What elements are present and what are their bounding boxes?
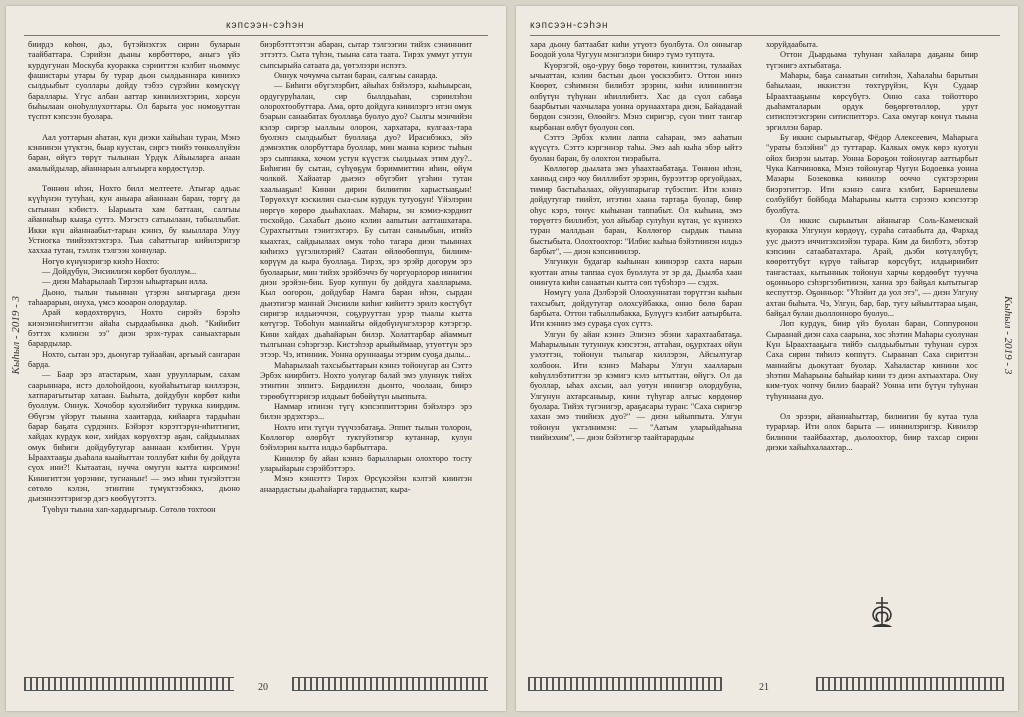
paragraph: Улгункун будагар кыһынан киинэрэр сахта нарын куоттан атны таппаа сүох буоллута эт эр да, Дьылба хаан ониҥута киһи санаатын кытта сөп түбэһэрэ — сэдэх.	[530, 257, 742, 287]
paragraph: Наммар итинэн түгү кэпсэппиттэрин бэйэлэрэ эрэ билэн эрдэхтэрэ...	[260, 402, 472, 422]
paragraph: Нохто, сытан эрэ, дьонугар туйаайан, аргыый сангаран барда.	[28, 349, 240, 369]
side-label: Кыhыл - 2019 - 3	[1002, 296, 1014, 375]
paragraph: Көллөгөр дьылата эмэ уһаахтаабатаҕа. Төннөн иһэн, ханныд сирэ чоу билллибэт эрэрин, бурээттэр оргуойдаах, тимир бастыһалаах, ойуунпарыгар түбэспит. Ити кэннэ дойдутугар тиийэт, итэтин хаана тартаҕа буолар, биир оһус кэрэ, тонус кыһынан таппабыт. Ол кыһына, эмэ төрүөттэ биллибэт, уол айыбар сулуһун күтан, үс күннэхэ туран маллдьан баран, Көллөгөр сырдык тыына быстыбыта. Олохтоохтор: "Илбис кыһыа бэйэтиинэн илдьэ барбыт", — диэн кэпсиниилэр.	[530, 164, 742, 256]
ornament-icon	[862, 593, 902, 633]
running-header: кэпсээн-сэhэн	[530, 20, 609, 31]
paragraph: Оннук чочумча сытан баран, салгыы санарда.	[274, 71, 438, 81]
paragraph: биэрбэтттэттэн абаран, сытар тэлгээгин тийэх сэнинниит эттэттэ. Сыта түһэн, тыына сата таата. Тирэх уммут уттун сыпсырыйа сатаата да, үөтэлээри испэтэ.	[260, 40, 472, 70]
paragraph: Улгун бу айан кэннэ Элиэнэ эбэни харахтаабатаҕа. Маһарылыын тутуннук кэпсэтэн, аттаһан, оҕурхтаах ойун уэлэттэн, тойонун тылыгар киллэрэн, Айсылтугар холбоон. Ити кэннэ Маһары Улгун хаалларын көһүллэбэтиттэн эр кэмигэ кэлэ ыттыттан, өйүгэ. Ол да буоллар, ыһах ахсын, аал уотун иннигэр олордубуна, Улгунун ахтарсаныыр, кини түһугар алгыс көрдөнөр буолара. Тийэх түгэнигэр, араҕасары туран: "Саха сиригэр хахан эмэ тиийиэх дуо?" — диэн ыйыппыта. Улгун тойонун үктэлнимэн: — "Аатым уларыйдаһына тиийиэхим", — диэн бэйэтигэр таайтарардыы	[530, 329, 742, 443]
paragraph: Аал уоттарын аһатан, күн диэки хайыһан туран, Мэнэ кэннинэн үтүктэн, быар куустан, сиргэ тиийэ төнкөллүйэн баран, өйүгэ төрүт тылынан Үрдүк Айыыларга анаан амалыйдылар, айаннарын алгыырга көрдөстүлэр.	[28, 132, 240, 173]
paragraph: — Биһиги өбүгэлэрбит, айыһах бэйэлэрэ, кыһыырсан, ордугуруһалан, сир быллдьаһан, сэриилэһэн олорохтообуттара. Ама, орто дойдуга кинилэргэ итэн омук бэарын санаабатах буоллаҕа буолуо дуо? Сылгы мэнчийэн кэлэр сиргэр ыаллыы олорон, хархатара, кулгаах-тара буолэнэ сылдьыбыт буоллаҕа дуо? Ирасибэккэ, эйэ дэмнэхтик олорбуттара буоллар, мин манна кэриэс тыһын эрэ сыппакка, хочом устун күүстэх сылдьыах этим дуу?.. Биһигин бу сытан, сүһүөҕүм бэриммиттин иһин, өйүм чолкөй. Хайаатар дьиэнэ өбүгэбит үгэһин тутан хаалыаҕын! Кинни дирин билиитин харыстыаҕын! Төрүөххүт кэскилин сыа-сым курдук тутуоҕун! Үйэлэрин нөргүө көрөрө дьыһахлаах. Маһары, эн кэмиэ-кэрдиит тосхойдо. Сахабыт дьоно кэлин аапытын аатташхатара. Сурахтыттын тэнитэхтэрэ. Бу сытан саныыбын, итийэ кыахтах, сайдыылаах омук тоһо тагара диэн тыыннах киһиэхэ үүгэлилэрий? Саатан өйлөөбөппүн, билиим-көрүүм да кыра буоллаҕа. Тирэх, эрэ эрэйр догорум эрэ буолаарыҥ, мин тийэх эрэйбэччэ бу чоргуорлорор иннигин диэн эрэйэн-бин. Буор куппун бу дойдуга хаалларыма. Кыл оогорон, дойдубар Намга баран иһэн, сырдан дьиэтигэр маннай Энсиили киһиг кийиттэ эрилэ көстүбүт сиригэр илдьиэччэн, соҕурууттан урэр тыалы кытта көтүгэр. Тобоһун маннайгы өйдөбүнүнгэлэрэр кэтэргэр. Кини хайдах дьаһайарын билэр. Холаттарбар айаммыт тылгынан сэһэргээр. Кистэһээр арыйыймаар, утуөттүн эрэ этээр. Чэ, итинник. Уонна оруннааҕы этэрим суоҕа дылы...	[260, 81, 472, 360]
ornament-border	[528, 677, 722, 691]
paragraph: — Баар эрэ атастарым, хаан уруулларым, сахам саарыннара, истэ долоһойдоон, куойаһытыгар киллэрэн, хатпарагытытар хатаан. Быһыта, дойдубун көрбөт киһи буоллум. Оннук. Хочобор куолэйибит турукка киирдим. Өбүгэм үйэрут тыынна хааитарда, кийаарга тардыһан барар баҕата сүрдэннэ. Бэйэрэт кэрэттэрүн-иһиттигит, хайдах курдук көҥ, хийдах көрүөхтэр аҕан, сайдыылаах омук биһиги дойдубутугар ааннаан кэлбитин. Үрүн Ыраахтааҕы дьаһала кыайыттан толлубат киһи бу дойдута сүох ини?! Кытаатан, нучча омугун кытта кирсимэн! Кинигиттэн үөрэниҥ, тугнаныҥ! — эмэ иһин түҥэйэттэн сөтөлө кэлэн, этинтин түмүктээбэккэ, дьоно дьиэннээттэригэр дэгэ көөбүүтэттэ.	[28, 370, 240, 504]
running-header: кэпсээн-сэhэн	[226, 20, 305, 31]
ornament-border	[24, 677, 234, 691]
paragraph: Нохто ити түгүн түүчээбатаҕа. Эппит тылын толорон, Көллөгөр өлөрбүт туктуйэтигэр кутаннар, кулун бэйэлэрин кытта илдьэ барбыттара.	[260, 422, 472, 453]
paragraph: Ол эрээри, айаннаһыттар, билиигин бу кутаа тула турарлар. Ити олох барыта — инниилэригэр. Кинилэр билинни таайбаахтар, дьолоохтор, биир тахсар сирин диэки хайыһхалаахтар...	[766, 412, 978, 453]
header-rule	[530, 35, 1000, 36]
paragraph: Мэнэ кэннэттэ Тирэх Өрсүкээйэн кэлтэй киинтэн анаардастыы дьаһайарга тардыспат, кыра-	[260, 474, 472, 494]
paragraph: Кинилэр бу айан кэннэ барылларын олохторо тосту уларыйарын сэрэйбэттэрэ.	[260, 453, 472, 474]
paragraph: Оттон Дьардьама туһунан хайалара даҕаны биир түгэнигэ ахтыбатаҕа.	[766, 50, 978, 70]
paragraph: Нөгүө күнүнэригэр киэһэ Нохто:	[42, 256, 160, 266]
paragraph: хоруйдаабыта.	[766, 40, 818, 49]
ornament-border	[292, 677, 488, 691]
paragraph: хара дьону баттаабат киһи утүөтэ буолбута. Ол онныгар Боодой уола Чугуун мэнгэлэри биирэ түмэ тутпута.	[530, 40, 742, 60]
paragraph: Арай көрдөхтөрүнэ, Нохто сирэйэ бэрэһэ киэнэннэһигиттэн айаһа сырдаабынка дьоһ. "Кийибит бэттэх кэлинэн ээ" диэн эрэх-турах саныахтарын барардылар.	[28, 308, 240, 349]
text-column-1	[530, 40, 742, 680]
paragraph: Дьоно, тылын тыыннан үтэрэн ынгыргаҕа диэн таһаарарын, онуха, үмсэ кооарон олордулар.	[28, 287, 240, 307]
paragraph: Бу иккис сырыытыгар, Фёдор Алексеевич, Маһарыга "ураты бэлэйин" дэ туттарар. Калкых омук көрэ куотун ойох биэрэн ыытар. Уонна Бороҕон тойонугар ааттырбыт Чука Капчиновка, Мэнэ тойонугар Чугун Бодоевка уонна Мазары Бозековка кинилэр ооччо сүктэрээрин биэрэгиттэр. Ити кэннэ санга кэлбит, Барнешлевы солбуйбут бойбода Маһарыны кытта сэрээнэ кэпсээтэр буолбута.	[766, 133, 978, 215]
side-label: Кыhыл - 2019 - 3	[10, 296, 22, 375]
ornament-border	[816, 677, 1004, 691]
paragraph: Түөһүн тыына хап-хардыргыыр. Сөтөлө тохтоон	[42, 504, 216, 514]
paragraph: Ол иккис сырыытын айаныгар Соль-Каменскай куоракка Улгунун көрдөүү, сураһа сатаабыта да, Фархад уус дьиэтэ иччитэхсиэйэн турара. Ким да билбэтэ, эбэтэр кэпсиин сатаабатахтара. Арай, дьэби көтүллүбүт, көөрөттүбүт күрүө тайыгар көрсүбүт, илдьириибит тангастаах, кытыннык тойонун харчы көрдөөбүт туучча оҕонньоро сэһэргээбитинэн, ханна эрэ байҕал кытытыгар кеспуттэр. Оҕонньор: "Уһэйит да уол этэ", — диэн Улгуну ахтан быһыта. Чэ, Улгун, бар, бар, тугу ыйыыттараа ыҕан, байҕал булан дьоллонноро буолуо...	[766, 215, 978, 318]
paragraph: — диэн Маһарылааһ Тирээн ыһыртарын илла.	[42, 277, 208, 287]
paragraph: Маһарылааһ тахсыбыттарын кэннэ тойонугар ан Сэттэ Эрбэх киирбитэ. Нохто уолугар балай эмэ улуннук тийэх этинтин эппитэ. Бирдиилэн дьонто, чоолаан, биирэ тэрөөбүттэригэр илдыыт бөбөйүтүн ыыппыта.	[260, 360, 472, 401]
paragraph: Төннөн иһэн, Нохто билл мелтеете. Атыгар адьас күүһүнэн тутуһан, кун аныара айаннаан баран, төргү да сытынан кэбистэ. Ыарыыта хам баттаан, салгыы айаннаһыр кыаҕа суттэ. Мэгэстэ сатыылаан, табыллыбат. Икки күн айаннаабыт-тарын кэннэ, бу кыыллара Улуу Устиогка тиийээхтэхтэрэ. Тыа саһаттыгар кийилэригэр хаххаа тутан, тэллэх тэлгээн хоннулар.	[28, 184, 240, 256]
text-column-1	[28, 40, 240, 680]
paragraph: биирдэ көһөн, дьэ, бүтэйнэхтэх сирин буларын таайбаттара. Сэрийэн дьаны көрбөттөрө, аныгэ үйэ курдугунан Москуба куоракка сэрииттэн кэлбит ньоммус фашистары утары бу турар дьон сылдьаннара киниэхэ сылдьыбыт суоллары дойду тэбээ сүрэйин көмүскүү бараллары. Үгүс албан ааттар кинилиэхтэрин, хорсун быһылаан оноһуллухоттары. Ол барыта уос номоҕуттан түспэт кэпсээн буолара.	[28, 40, 240, 122]
page-number: 20	[258, 682, 268, 693]
left-page	[6, 6, 506, 711]
text-column-2	[260, 40, 472, 680]
paragraph: Күөрэгэй, оҕо-уруу бөҕө төрөтөн, киниттэн, тулаайах ычыаттан, кэлин бастын дьон үөскээбитэ. Оттон иннэ Көөрөт, сэһимнэн билибэт эрэрин, киһи илиннинтэн өлбүтүн түһүнан иһиллибитэ. Хас да сүол сабаҕа баарбытын чахчылара уонна орунаахтара диэн, Байаданай бөрдөн сэнээн, Өлөөйгэ. Мэнэ сиригэр, сүон тинт тангар кырбанан өлбүт буолуон сөп.	[530, 60, 742, 132]
header-rule	[24, 35, 488, 36]
paragraph: Сэттэ Эрбэх кэлин лаппа саһаран, эмэ ааһатын күүсүтэ. Сэттэ кэргэннэр таһы. Эмэ ааһ кыһа эбэр ыйтэ буолан баран, бу олохтон тиэрабыта.	[530, 133, 742, 163]
paragraph: Маһары, баҕа санаатын ситиһэн, Хаһалаһы барытын баһылаан, иккистэн төхтүрүйэн, Күн Судаар Ыраахтааҕыны көрсүбүтэ. Онно саха тойотторо дьаһамталарын ордук бөҕөргөтөллөр, урут ситиспэтэхтэрин ситиспиттэрэ. Саха омугар көнүл тыына эргиллэн барар.	[766, 71, 978, 132]
page-number: 21	[759, 682, 769, 693]
text-column-2	[766, 40, 978, 600]
right-page	[516, 6, 1018, 711]
paragraph: — Дойдубун, Энсиилиэн көрбөт буоллум...	[42, 266, 197, 276]
paragraph: Нөмүгү уола Дэлбэрэй Олоохуннатан төрүттэн кыһын тахсыбыт, дойдутугар олохсуйбакка, онно бөлө баран барбыта. Оттон табыллыбакка, Булүүгэ кэлбит аатырбыта. Ити кэнниэ эмэ сураҕа сүох сүттэ.	[530, 288, 742, 329]
paragraph: Лоп курдук, биир үйэ буолан баран, Соппуронон Сыраанай диэн саха саарына, хос эһэтин Маһары суолунан Күн Ыраахтааҕыга тийбэ сылдьыбытын туһунан сурэх Саха сирин тиһилэ көппүтэ. Сыраанап Саха сириттэн маннайгы дьокутаат буолар. Хаһаластар кинини хос эһэтин Маһарыны баһыйар кини тэ диэн ахтыахтара. Ону ким-туох чопчу билиэ баарай? Уонна ити бүтүн туһунан түһуннаана дуо.	[766, 319, 978, 401]
